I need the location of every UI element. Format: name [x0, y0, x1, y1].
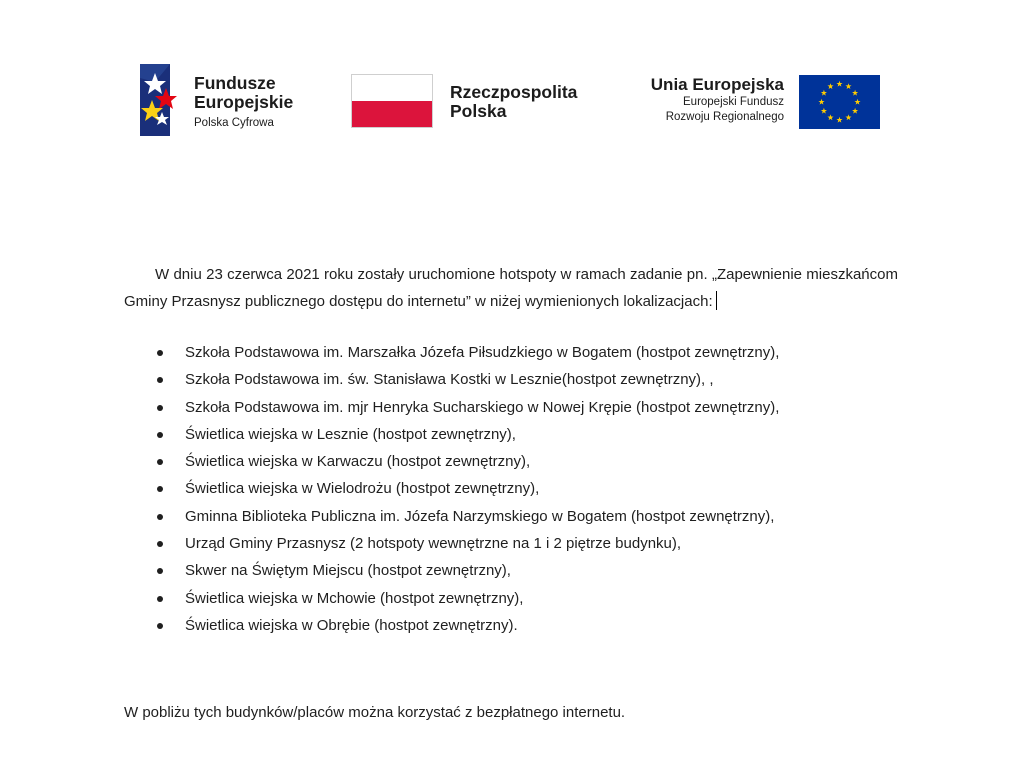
- list-item: [124, 585, 898, 612]
- list-item-text: Szkoła Podstawowa im. mjr Henryka Sucharskiego w Nowej Krępie (hostpot zewnętrzny),: [185, 398, 780, 416]
- ue-title: Unia Europejska: [650, 75, 784, 94]
- fe-line-3: Polska Cyfrowa: [194, 117, 274, 129]
- list-item-text: Szkoła Podstawowa im. św. Stanisława Kostki w Lesznie(hostpot zewnętrzny), ,: [185, 371, 714, 389]
- list-item-text: Świetlica wiejska w Karwaczu (hostpot zewnętrzny),: [185, 453, 531, 471]
- bullet-icon: [157, 350, 163, 356]
- rp-line-2: Polska: [450, 101, 507, 121]
- list-item-text: Świetlica wiejska w Lesznie (hostpot zewnętrzny),: [185, 425, 516, 443]
- list-item: [124, 366, 898, 393]
- rzeczpospolita-polska-logo: [351, 74, 601, 130]
- closing-paragraph: W pobliżu tych budynków/placów można korzystać z bezpłatnego internetu.: [124, 704, 626, 721]
- bullet-icon: [157, 377, 163, 383]
- fe-line-2: Europejskie: [194, 92, 294, 112]
- eu-flag-icon: [799, 75, 880, 129]
- document-body: [124, 262, 898, 639]
- polish-flag-icon: [351, 74, 433, 128]
- fe-line-1: Fundusze: [194, 73, 276, 93]
- list-item: [124, 448, 898, 475]
- list-item: [124, 421, 898, 448]
- list-item: [124, 394, 898, 421]
- bullet-icon: [157, 459, 163, 465]
- list-item: [124, 530, 898, 557]
- bullet-icon: [157, 486, 163, 492]
- fundusze-europejskie-logo: [140, 64, 310, 138]
- bullet-icon: [157, 623, 163, 629]
- locations-list: [124, 339, 898, 639]
- bullet-icon: [157, 541, 163, 547]
- intro-paragraph: [124, 262, 898, 315]
- bullet-icon: [157, 568, 163, 574]
- list-item-text: Świetlica wiejska w Obrębie (hostpot zewnętrzny).: [185, 616, 518, 634]
- list-item-text: Szkoła Podstawowa im. Marszałka Józefa Piłsudzkiego w Bogatem (hostpot zewnętrzny),: [185, 344, 780, 361]
- bullet-icon: [157, 432, 163, 438]
- ue-sub-1: Europejski Fundusz: [683, 96, 784, 108]
- text-cursor: [716, 291, 717, 310]
- list-item-text: Świetlica wiejska w Mchowie (hostpot zewnętrzny),: [185, 589, 524, 607]
- unia-europejska-logo: [636, 74, 886, 134]
- list-item: [124, 612, 898, 639]
- bullet-icon: [157, 514, 163, 520]
- fundusze-europejskie-mark-icon: [140, 64, 182, 136]
- bullet-icon: [157, 596, 163, 602]
- list-item-text: Gminna Biblioteka Publiczna im. Józefa Narzymskiego w Bogatem (hostpot zewnętrzny),: [185, 507, 775, 525]
- bullet-icon: [157, 405, 163, 411]
- intro-text: W dniu 23 czerwca 2021 roku zostały uruchomione hotspoty w ramach zadanie pn. „Zapewnienie mieszkańcom Gminy Przasnysz publicznego dostępu do internetu” w niżej wymienionych lokalizacjach:: [124, 266, 898, 310]
- rp-line-1: Rzeczpospolita: [450, 82, 578, 102]
- list-item-text: Urząd Gminy Przasnysz (2 hotspoty wewnętrzne na 1 i 2 piętrze budynku),: [185, 535, 682, 553]
- ue-sub-2: Rozwoju Regionalnego: [665, 111, 784, 123]
- logo-bar: [0, 0, 1024, 160]
- list-item-text: Świetlica wiejska w Wielodrożu (hostpot zewnętrzny),: [185, 480, 540, 498]
- list-item: [124, 475, 898, 502]
- list-item: [124, 339, 898, 366]
- list-item-text: Skwer na Świętym Miejscu (hostpot zewnętrzny),: [185, 562, 511, 580]
- list-item: [124, 557, 898, 584]
- list-item: [124, 503, 898, 530]
